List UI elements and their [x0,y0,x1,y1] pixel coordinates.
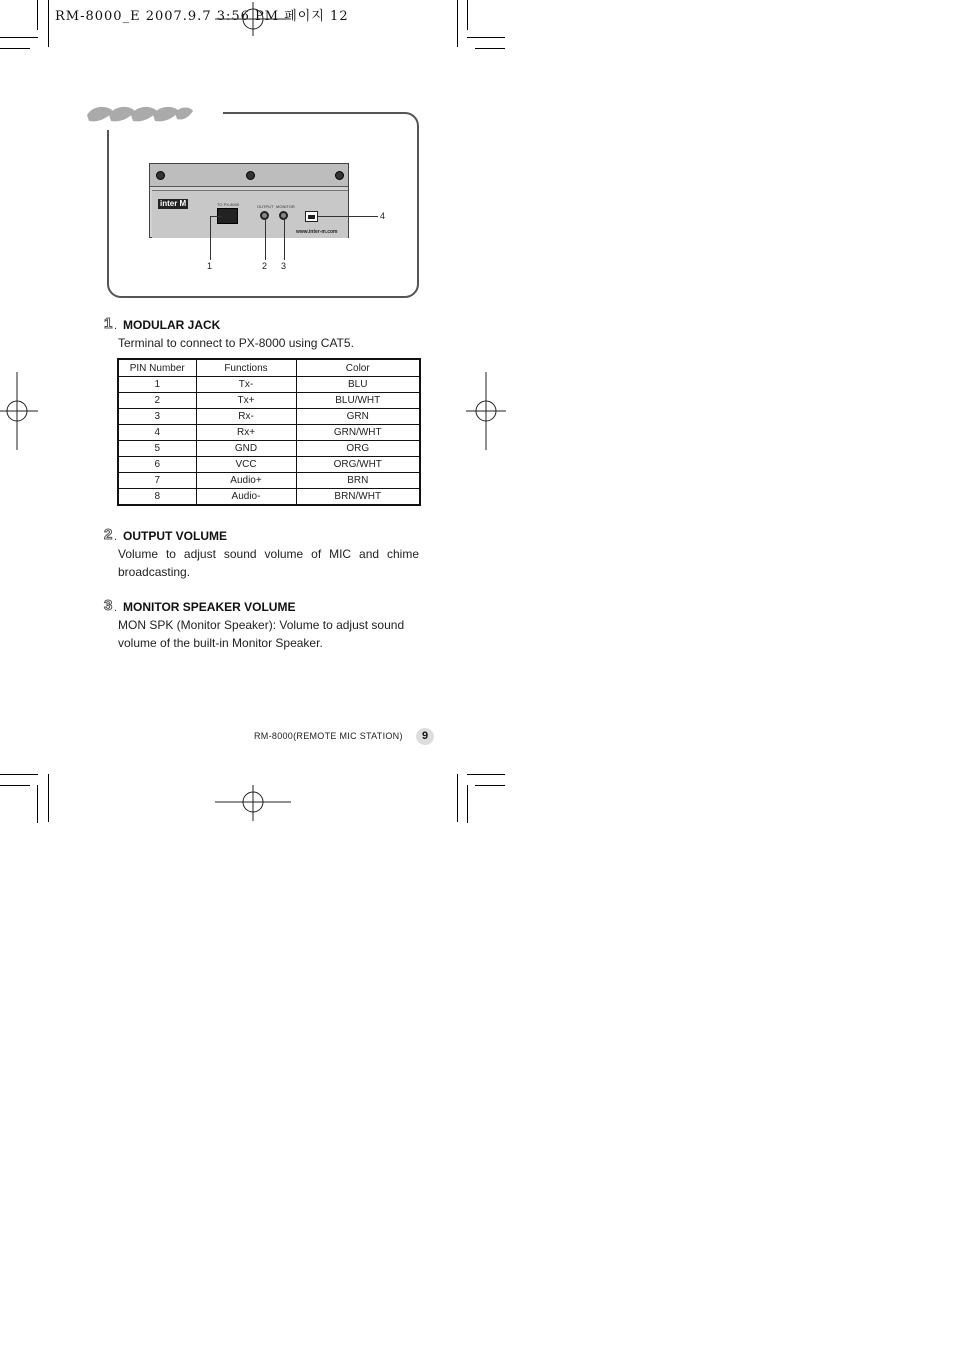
monitor-label: MONITOR [276,204,295,209]
registration-mark-top [215,2,291,36]
function-cell: Rx- [196,409,296,425]
page-number: 9 [416,728,434,745]
crop-mark [467,0,468,30]
callout-line [210,216,211,260]
pin-table [117,358,421,506]
color-cell: GRN/WHT [296,425,420,441]
color-cell: BLU [296,377,420,393]
crop-mark [0,48,30,49]
column-header: Functions [196,359,296,377]
frame-tick [107,130,109,146]
registration-mark-right [466,372,506,450]
callout-line [210,216,222,217]
brush-decoration-icon [85,103,197,125]
callout-line [318,216,378,217]
function-cell: GND [196,441,296,457]
crop-mark [475,785,505,786]
table-row [118,393,420,409]
pin-number-cell: 1 [118,377,196,393]
callout-number: 2 [262,261,268,271]
crop-mark [0,785,30,786]
function-cell: Tx+ [196,393,296,409]
brand-logo: inter M [160,199,187,208]
table-row [118,377,420,393]
crop-mark [0,774,38,775]
pin-number-cell: 8 [118,489,196,506]
callout-line [284,218,285,260]
section-number: 2 [104,526,113,543]
callout-number: 4 [380,211,386,221]
function-cell: Audio+ [196,473,296,489]
section-title: MONITOR SPEAKER VOLUME [123,600,296,614]
crop-mark [48,0,49,47]
callout-number: 3 [281,261,287,271]
output-label: OUTPUT [257,204,274,209]
crop-mark [457,774,458,822]
print-header: RM-8000_E 2007.9.7 3:56 PM 페이지 12 [55,9,349,24]
screw-icon [246,171,255,180]
crop-mark [467,37,505,38]
section-title: MODULAR JACK [123,318,221,332]
crop-mark [37,0,38,30]
callout-number: 1 [207,261,213,271]
table-row [118,441,420,457]
pin-number-cell: 5 [118,441,196,457]
color-cell: BLU/WHT [296,393,420,409]
section-body: MON SPK (Monitor Speaker): Volume to adjust sound volume of the built-in Monitor Speaker. [118,618,405,650]
crop-mark [475,48,505,49]
section-body: Terminal to connect to PX-8000 using CAT5. [118,336,354,350]
crop-mark [457,0,458,47]
registration-mark-left [0,372,38,450]
column-header: PIN Number [118,359,196,377]
section-dot: . [114,602,118,614]
crop-mark [37,785,38,823]
crop-mark [0,37,38,38]
color-cell: ORG/WHT [296,457,420,473]
function-cell: Rx+ [196,425,296,441]
jack-label: TO PX-8000 [217,202,240,207]
column-header: Color [296,359,420,377]
pin-number-cell: 2 [118,393,196,409]
screw-icon [335,171,344,180]
pin-number-cell: 3 [118,409,196,425]
pin-number-cell: 6 [118,457,196,473]
crop-mark [467,774,505,775]
function-cell: VCC [196,457,296,473]
callout-line [265,218,266,260]
section-dot: . [114,320,118,332]
section-body: Volume to adjust sound volume of MIC and chime broadcasting. [118,547,419,579]
table-header-row [118,359,420,377]
pin-number-cell: 7 [118,473,196,489]
table-row [118,489,420,506]
table-row [118,457,420,473]
color-cell: ORG [296,441,420,457]
screw-icon [156,171,165,180]
table-row [118,409,420,425]
function-cell: Tx- [196,377,296,393]
crop-mark [48,774,49,822]
device-url: www.inter-m.com [296,229,338,235]
section-number: 1 [104,315,113,332]
color-cell: BRN [296,473,420,489]
dip-switch-icon [305,211,318,222]
pin-number-cell: 4 [118,425,196,441]
table-row [118,425,420,441]
section-dot: . [114,531,118,543]
color-cell: BRN/WHT [296,489,420,506]
crop-mark [467,785,468,823]
table-row [118,473,420,489]
footer-title: RM-8000(REMOTE MIC STATION) [254,731,403,741]
function-cell: Audio- [196,489,296,506]
registration-mark-bottom [215,785,291,821]
color-cell: GRN [296,409,420,425]
section-number: 3 [104,597,113,614]
section-title: OUTPUT VOLUME [123,529,227,543]
